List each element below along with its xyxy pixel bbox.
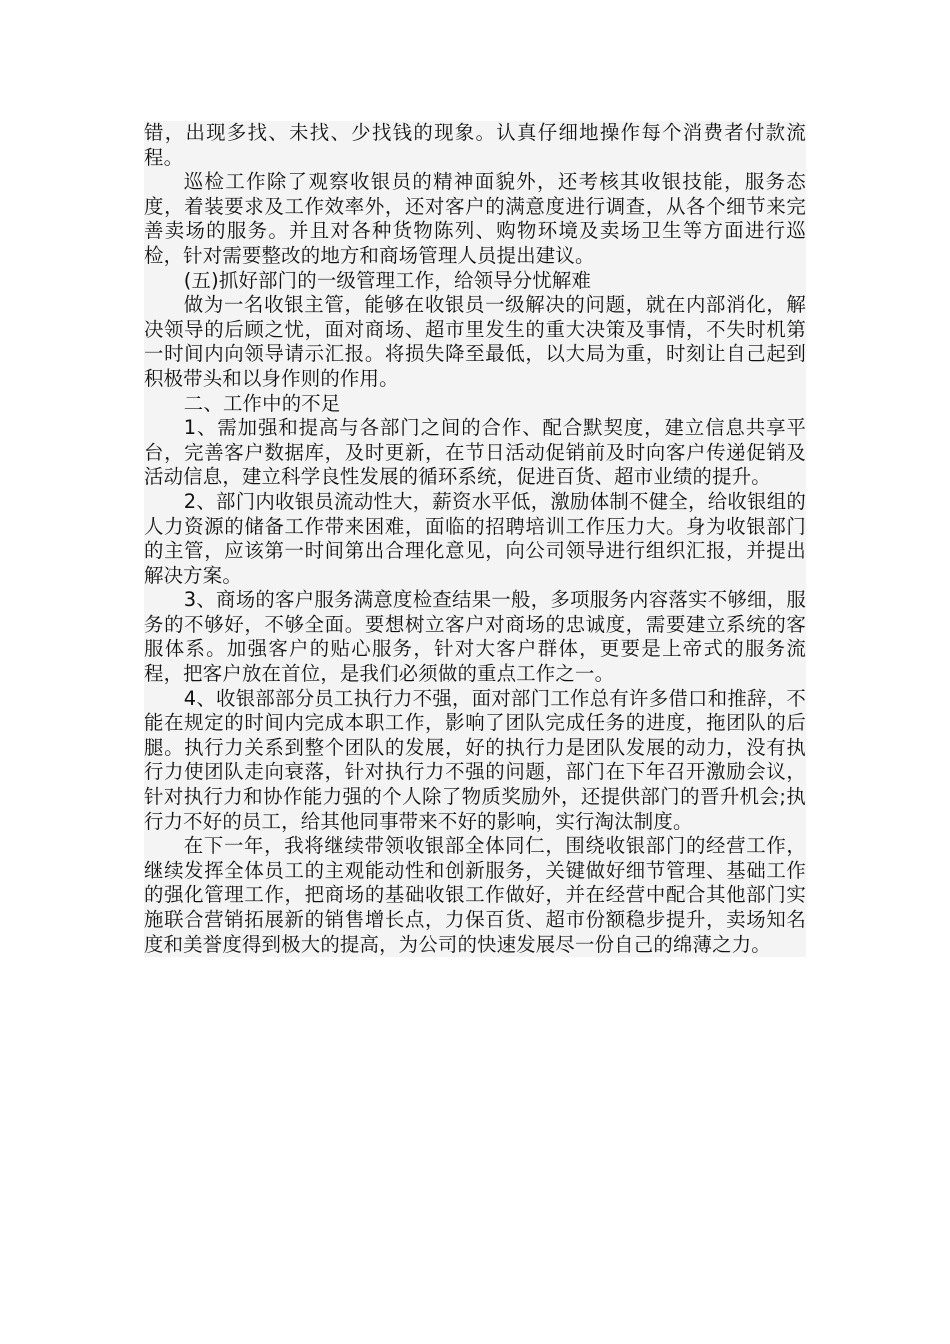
section-heading-shortcomings: 二、工作中的不足 [183,391,341,415]
list-item-3: 3、商场的客户服务满意度检查结果一般，多项服务内容落实不够细，服务的不够好，不够全面。要想树立客户对商场的忠诚度，需要建立系统的客服体系。加强客户的贴心服务，针对大客户群体，更要是上帝式的服务流程，把客户放在首位，是我们必须做的重点工作之一。 [144,588,806,686]
list-item-4: 4、收银部部分员工执行力不强，面对部门工作总有许多借口和推辞，不能在规定的时间内完成本职工作，影响了团队完成任务的进度，拖团队的后腿。执行力关系到整个团队的发展，好的执行力是团队发展的动力，没有执行力使团队走向衰落，针对执行力不强的问题，部门在下年召开激励会议，针对执行力和协作能力强的个人除了物质奖励外，还提供部门的晋升机会;执行力不好的员工，给其他同事带来不好的影响，实行淘汰制度。 [144,686,806,833]
document-body [144,121,806,957]
list-item-1: 1、需加强和提高与各部门之间的合作、配合默契度，建立信息共享平台，完善客户数据库，及时更新，在节日活动促销前及时向客户传递促销及活动信息，建立科学良性发展的循环系统，促进百货、超市业绩的提升。 [144,416,806,489]
paragraph-supervisor-role: 做为一名收银主管，能够在收银员一级解决的问题，就在内部消化，解决领导的后顾之忧，面对商场、超市里发生的重大决策及事情，不失时机第一时间内向领导请示汇报。将损失降至最低，以大局为重，时刻让自己起到积极带头和以身作则的作用。 [144,293,806,390]
paragraph-next-year: 在下一年，我将继续带领收银部全体同仁，围绕收银部门的经营工作，继续发挥全体员工的主观能动性和创新服务，关键做好细节管理、基础工作的强化管理工作，把商场的基础收银工作做好，并在经营中配合其他部门实施联合营销拓展新的销售增长点，力保百货、超市份额稳步提升，卖场知名度和美誉度得到极大的提高，为公司的快速发展尽一份自己的绵薄之力。 [144,834,806,956]
list-item-2: 2、部门内收银员流动性大，薪资水平低，激励体制不健全，给收银组的人力资源的储备工作带来困难，面临的招聘培训工作压力大。身为收银部门的主管，应该第一时间第出合理化意见，向公司领导进行组织汇报，并提出解决方案。 [144,489,806,587]
paragraph-inspection: 巡检工作除了观察收银员的精神面貌外，还考核其收银技能，服务态度，着装要求及工作效率外，还对客户的满意度进行调查，从各个细节来完善卖场的服务。并且对各种货物陈列、购物环境及卖场卫生等方面进行巡检，针对需要整改的地方和商场管理人员提出建议。 [144,170,806,267]
paragraph-continuation: 错，出现多找、未找、少找钱的现象。认真仔细地操作每个消费者付款流程。 [144,121,806,169]
section-heading-five: (五)抓好部门的一级管理工作，给领导分忧解难 [183,268,592,292]
